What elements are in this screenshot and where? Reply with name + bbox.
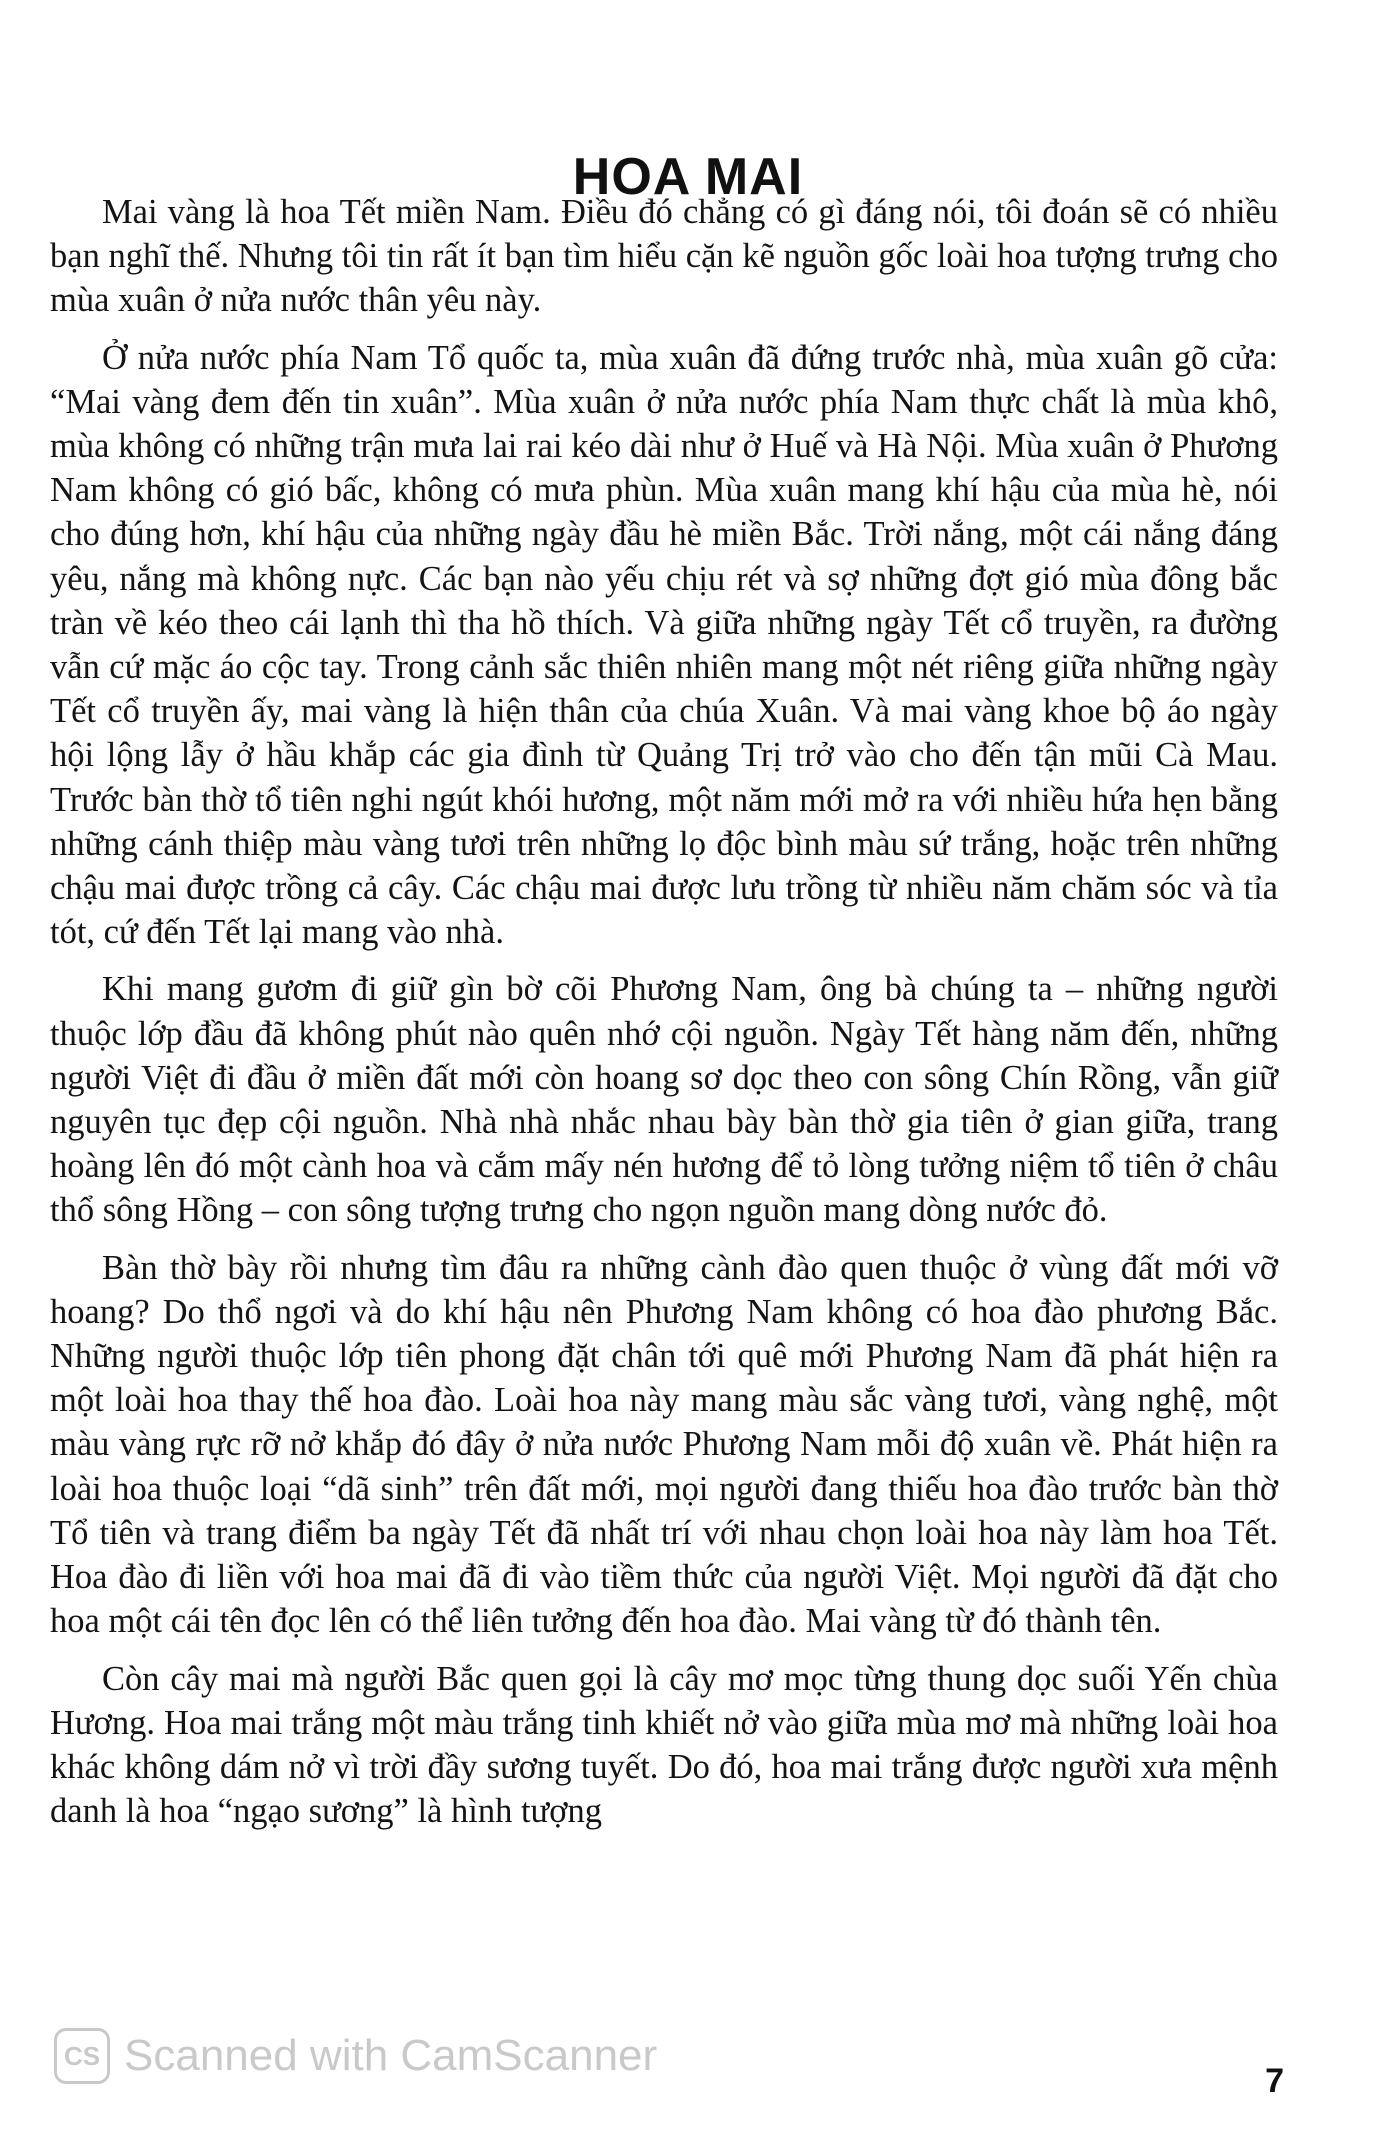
page-number: 7 (1265, 2062, 1284, 2100)
paragraph-2: Ở nửa nước phía Nam Tổ quốc ta, mùa xuân đã đứng trước nhà, mùa xuân gõ cửa: “Mai vàng đem đến tin xuân”. Mùa xuân ở nửa nước phía Nam thực chất là mùa khô, mùa không có những trận mưa lai rai kéo dài như ở Huế và Hà Nội. Mùa xuân ở Phương Nam không có gió bấc, không có mưa phùn. Mùa xuân mang khí hậu của mùa hè, nói cho đúng hơn, khí hậu của những ngày đầu hè miền Bắc. Trời nắng, một cái nắng đáng yêu, nắng mà không nực. Các bạn nào yếu chịu rét và sợ những đợt gió mùa đông bắc tràn về kéo theo cái lạnh thì tha hồ thích. Và giữa những ngày Tết cổ truyền, ra đường vẫn cứ mặc áo cộc tay. Trong cảnh sắc thiên nhiên mang một nét riêng giữa những ngày Tết cổ truyền ấy, mai vàng là hiện thân của chúa Xuân. Và mai vàng khoe bộ áo ngày hội lộng lẫy ở hầu khắp các gia đình từ Quảng Trị trở vào cho đến tận mũi Cà Mau. Trước bàn thờ tổ tiên nghi ngút khói hương, một năm mới mở ra với nhiều hứa hẹn bằng những cánh thiệp màu vàng tươi trên những lọ độc bình màu sứ trắng, hoặc trên những chậu mai được trồng cả cây. Các chậu mai được lưu trồng từ nhiều năm chăm sóc và tỉa tót, cứ đến Tết lại mang vào nhà. (50, 338, 1278, 952)
body-text (50, 190, 1278, 1833)
watermark-text: Scanned with CamScanner (124, 2031, 658, 2080)
paragraph-3: Khi mang gươm đi giữ gìn bờ cõi Phương Nam, ông bà chúng ta – những người thuộc lớp đầu đã không phút nào quên nhớ cội nguồn. Ngày Tết hàng năm đến, những người Việt đi đầu ở miền đất mới còn hoang sơ dọc theo con sông Chín Rồng, vẫn giữ nguyên tục đẹp cội nguồn. Nhà nhà nhắc nhau bày bàn thờ gia tiên ở gian giữa, trang hoàng lên đó một cành hoa và cắm mấy nén hương để tỏ lòng tưởng niệm tổ tiên ở châu thổ sông Hồng – con sông tượng trưng cho ngọn nguồn mang dòng nước đỏ. (50, 970, 1278, 1230)
camscanner-logo-icon: CS (54, 2028, 110, 2084)
chapter-title: HOA MAI (572, 147, 804, 206)
paragraph-5: Còn cây mai mà người Bắc quen gọi là cây mơ mọc từng thung dọc suối Yến chùa Hương. Hoa mai trắng một màu trắng tinh khiết nở vào giữa mùa mơ mà những loài hoa khác không dám nở vì trời đầy sương tuyết. Do đó, hoa mai trắng được người xưa mệnh danh là hoa “ngạo sương” là hình tượng (50, 1659, 1278, 1831)
camscanner-watermark (54, 2028, 657, 2084)
paragraph-4: Bàn thờ bày rồi nhưng tìm đâu ra những cành đào quen thuộc ở vùng đất mới vỡ hoang? Do thổ ngơi và do khí hậu nên Phương Nam không có hoa đào phương Bắc. Những người thuộc lớp tiên phong đặt chân tới quê mới Phương Nam đã phát hiện ra một loài hoa thay thế hoa đào. Loài hoa này mang màu sắc vàng tươi, vàng nghệ, một màu vàng rực rỡ nở khắp đó đây ở nửa nước Phương Nam mỗi độ xuân về. Phát hiện ra loài hoa thuộc loại “dã sinh” trên đất mới, mọi người đang thiếu hoa đào trước bàn thờ Tổ tiên và trang điểm ba ngày Tết đã nhất trí với nhau chọn loài hoa này làm hoa Tết. Hoa đào đi liền với hoa mai đã đi vào tiềm thức của người Việt. Mọi người đã đặt cho hoa một cái tên đọc lên có thể liên tưởng đến hoa đào. Mai vàng từ đó thành tên. (50, 1248, 1278, 1641)
paragraph-1: Mai vàng là hoa Tết miền Nam. Điều đó chẳng có gì đáng nói, tôi đoán sẽ có nhiều bạn nghĩ thế. Nhưng tôi tin rất ít bạn tìm hiểu cặn kẽ nguồn gốc loài hoa tượng trưng cho mùa xuân ở nửa nước thân yêu này. (50, 193, 1278, 320)
